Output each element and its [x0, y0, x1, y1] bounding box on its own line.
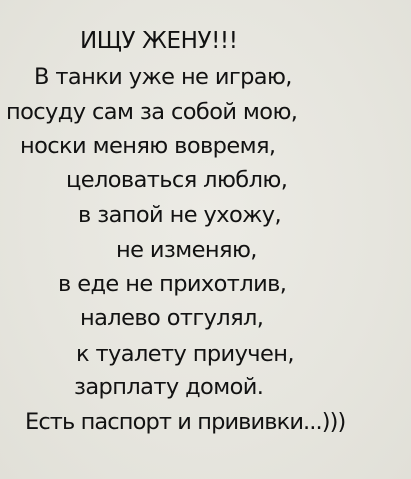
poem-line: налево отгулял,	[80, 305, 264, 331]
poem-line: посуду сам за собой мою,	[6, 99, 298, 125]
poem-line: не изменяю,	[116, 237, 257, 263]
poem-line: В танки уже не играю,	[34, 64, 292, 90]
poem-line: зарплату домой.	[74, 374, 264, 400]
poem-line: носки меняю вовремя,	[20, 133, 276, 159]
poem-line: в еде не прихотлив,	[58, 271, 287, 297]
poem-line: целоваться люблю,	[66, 167, 288, 193]
poem-title: ИЩУ ЖЕНУ!!!	[80, 28, 238, 54]
poem-line: в запой не ухожу,	[78, 202, 282, 228]
poem-line: к туалету приучен,	[76, 341, 294, 367]
poem-line: Есть паспорт и прививки...)))	[25, 409, 346, 435]
